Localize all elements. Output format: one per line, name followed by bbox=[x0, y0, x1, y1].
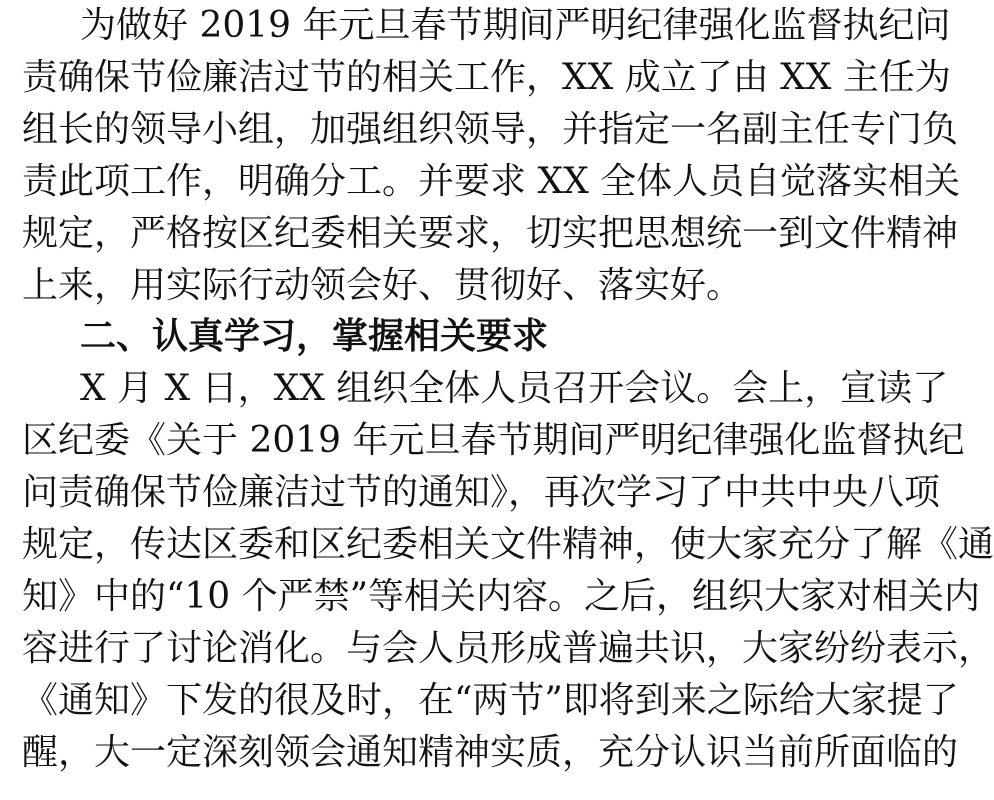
paragraph-1-line-2: 责确保节俭廉洁过节的相关工作，XX 成立了由 XX 主任为 bbox=[22, 57, 951, 98]
paragraph-2-line-7: 《通知》下发的很及时，在“两节”即将到来之际给大家提了 bbox=[22, 680, 959, 721]
paragraph-1-line-1: 为做好 2019 年元旦春节期间严明纪律强化监督执纪问 bbox=[80, 5, 951, 46]
paragraph-2-line-1: X 月 X 日，XX 组织全体人员召开会议。会上，宣读了 bbox=[80, 368, 949, 409]
paragraph-1-line-4: 责此项工作，明确分工。并要求 XX 全体人员自觉落实相关 bbox=[22, 161, 961, 202]
paragraph-2-line-3: 问责确保节俭廉洁过节的通知》，再次学习了中共中央八项 bbox=[22, 472, 941, 513]
paragraph-2-line-8: 醒，大一定深刻领会通知精神实质，充分认识当前所面临的 bbox=[22, 732, 959, 773]
paragraph-1-line-5: 规定，严格按区纪委相关要求，切实把思想统一到文件精神 bbox=[22, 213, 959, 254]
paragraph-2-line-2: 区纪委《关于 2019 年元旦春节期间严明纪律强化监督执纪 bbox=[22, 420, 965, 461]
paragraph-1-line-3: 组长的领导小组，加强组织领导，并指定一名副主任专门负 bbox=[22, 109, 959, 150]
paragraph-1-line-6: 上来，用实际行动领会好、贯彻好、落实好。 bbox=[22, 265, 743, 306]
paragraph-2-line-6: 容进行了讨论消化。与会人员形成普遍共识，大家纷纷表示， bbox=[22, 628, 994, 669]
paragraph-2-line-5: 知》中的“10 个严禁”等相关内容。之后，组织大家对相关内 bbox=[22, 576, 981, 617]
paragraph-2-line-4: 规定，传达区委和区纪委相关文件精神，使大家充分了解《通 bbox=[22, 524, 994, 565]
section-heading: 二、认真学习，掌握相关要求 bbox=[80, 316, 549, 357]
